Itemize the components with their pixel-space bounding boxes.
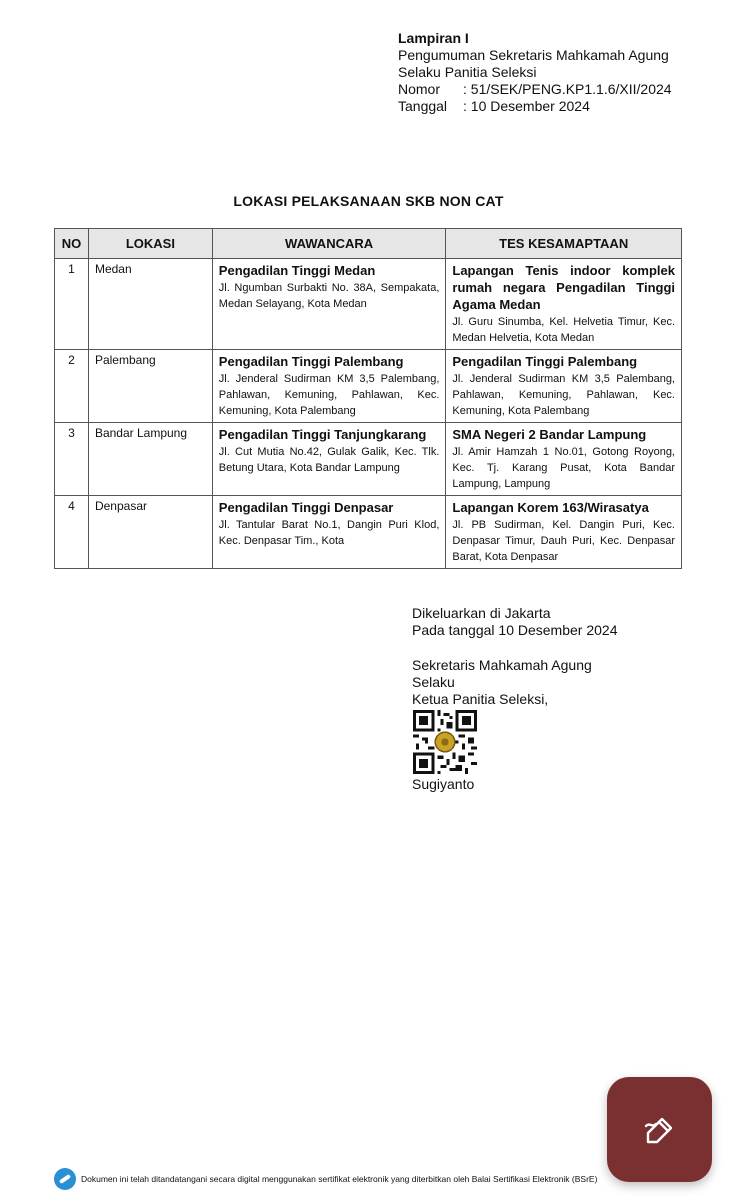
row-lokasi: Medan — [88, 259, 212, 350]
wawancara-address: Jl. Jenderal Sudirman KM 3,5 Palembang, Pahlawan, Kemuning, Pahlawan, Kec. Kemuning, Kota Palembang — [218, 373, 440, 417]
tes-venue: Pengadilan Tinggi Palembang — [452, 354, 638, 369]
edit-button[interactable] — [607, 1077, 712, 1182]
signer-position-3: Ketua Panitia Seleksi, — [412, 691, 549, 707]
row-no: 4 — [55, 496, 89, 569]
document-title-wrap — [0, 193, 742, 209]
signer-position-2: Selaku — [412, 674, 455, 690]
location-table — [54, 228, 682, 569]
attachment-label: Lampiran I — [398, 30, 469, 46]
row-tes — [446, 259, 682, 350]
tanggal-label: Tanggal — [398, 98, 448, 114]
row-no: 1 — [55, 259, 89, 350]
edit-pen-icon — [642, 1112, 678, 1148]
nomor-row — [398, 81, 672, 98]
signer-name: Sugiyanto — [412, 776, 475, 792]
header-lokasi: LOKASI — [88, 229, 212, 259]
wawancara-address: Jl. Tantular Barat No.1, Dangin Puri Klod, Kec. Denpasar Tim., Kota — [218, 519, 440, 547]
wawancara-venue: Pengadilan Tinggi Tanjungkarang — [218, 427, 427, 442]
row-tes — [446, 496, 682, 569]
signer-position-1: Sekretaris Mahkamah Agung — [412, 657, 592, 673]
tanggal-row — [398, 98, 672, 115]
row-wawancara — [212, 423, 446, 496]
row-tes — [446, 423, 682, 496]
table-row — [55, 496, 682, 569]
row-lokasi: Denpasar — [88, 496, 212, 569]
wawancara-address: Jl. Cut Mutia No.42, Gulak Galik, Kec. Tlk. Betung Utara, Kota Bandar Lampung — [218, 446, 440, 474]
row-wawancara — [212, 496, 446, 569]
header-no: NO — [55, 229, 89, 259]
nomor-value: : 51/SEK/PENG.KP1.1.6/XII/2024 — [463, 81, 672, 97]
row-no: 3 — [55, 423, 89, 496]
tes-address: Jl. Amir Hamzah 1 No.01, Gotong Royong, Kec. Tj. Karang Pusat, Kota Bandar Lampung, Lampung — [452, 446, 675, 490]
row-wawancara — [212, 259, 446, 350]
table-row — [55, 350, 682, 423]
tes-venue: Lapangan Tenis indoor komplek rumah negara Pengadilan Tinggi Agama Medan — [452, 263, 675, 312]
row-no: 2 — [55, 350, 89, 423]
tes-address: Jl. Jenderal Sudirman KM 3,5 Palembang, Pahlawan, Kemuning, Pahlawan, Kec. Kemuning, Kota Palembang — [452, 373, 675, 417]
wawancara-address: Jl. Ngumban Surbakti No. 38A, Sempakata, Medan Selayang, Kota Medan — [218, 282, 440, 310]
qr-code-signature-icon — [413, 710, 477, 774]
header-tes-kesamaptaan: TES KESAMAPTAAN — [446, 229, 682, 259]
issued-date: Pada tanggal 10 Desember 2024 — [412, 622, 618, 638]
row-lokasi: Palembang — [88, 350, 212, 423]
table-row — [55, 423, 682, 496]
tes-address: Jl. PB Sudirman, Kel. Dangin Puri, Kec. Denpasar Timur, Dauh Puri, Kec. Denpasar Barat, Kota Denpasar — [452, 519, 675, 563]
tes-venue: Lapangan Korem 163/Wirasatya — [452, 500, 649, 515]
wawancara-venue: Pengadilan Tinggi Medan — [218, 263, 376, 278]
wawancara-venue: Pengadilan Tinggi Denpasar — [218, 500, 394, 515]
row-wawancara — [212, 350, 446, 423]
announcement-line-2: Selaku Panitia Seleksi — [398, 64, 537, 80]
wawancara-venue: Pengadilan Tinggi Palembang — [218, 354, 404, 369]
table-row — [55, 259, 682, 350]
footer-text: Dokumen ini telah ditandatangani secara digital menggunakan sertifikat elektronik yang diterbitkan oleh Balai Sertifikasi Elektronik (BSrE) — [81, 1174, 598, 1184]
document-header — [398, 30, 672, 115]
nomor-label: Nomor — [398, 81, 441, 97]
signature-block — [412, 605, 617, 708]
announcement-line-1: Pengumuman Sekretaris Mahkamah Agung — [398, 47, 669, 63]
table-header-row — [55, 229, 682, 259]
header-wawancara: WAWANCARA — [212, 229, 446, 259]
row-tes — [446, 350, 682, 423]
issued-place: Dikeluarkan di Jakarta — [412, 605, 551, 621]
row-lokasi: Bandar Lampung — [88, 423, 212, 496]
document-title: LOKASI PELAKSANAAN SKB NON CAT — [233, 193, 504, 209]
footer-note — [54, 1166, 597, 1192]
bsre-logo-icon — [54, 1168, 76, 1190]
tanggal-value: : 10 Desember 2024 — [463, 98, 590, 114]
tes-address: Jl. Guru Sinumba, Kel. Helvetia Timur, Kec. Medan Helvetia, Kota Medan — [452, 316, 675, 344]
tes-venue: SMA Negeri 2 Bandar Lampung — [452, 427, 647, 442]
